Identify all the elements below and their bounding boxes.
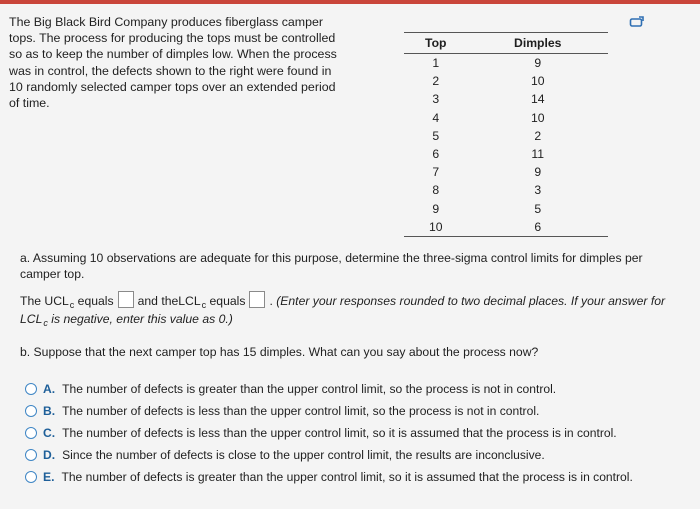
option-text: Since the number of defects is close to the upper control limit, the results are inconclusive.	[62, 448, 545, 462]
lcl-answer-input[interactable]	[249, 291, 265, 308]
cell-top: 7	[432, 165, 440, 180]
cell-dimples: 10	[530, 110, 545, 125]
table-row	[404, 163, 608, 181]
option-letter: A.	[43, 382, 56, 396]
cell-top: 9	[432, 201, 440, 216]
cell-top: 4	[432, 110, 440, 125]
option-a[interactable]	[25, 378, 685, 400]
option-letter: D.	[43, 448, 56, 462]
option-text: The number of defects is greater than the upper control limit, so it is assumed that the process is in control.	[61, 470, 633, 484]
header-dimples: Dimples	[468, 33, 609, 54]
question-b: b. Suppose that the next camper top has 15 dimples. What can you say about the process now?	[20, 345, 539, 359]
cell-dimples: 10	[530, 74, 545, 89]
radio-icon[interactable]	[25, 449, 37, 461]
cell-dimples: 11	[531, 147, 545, 162]
option-d[interactable]	[25, 444, 685, 466]
option-letter: E.	[43, 470, 55, 484]
cell-top: 10	[404, 218, 468, 237]
cell-top: 1	[432, 56, 440, 71]
radio-icon[interactable]	[25, 405, 37, 417]
hint-lcl-subscript: c	[43, 318, 48, 328]
cell-dimples: 9	[534, 56, 542, 71]
option-text: The number of defects is greater than the upper control limit, so the process is not in control.	[62, 382, 557, 396]
table-row	[404, 72, 608, 90]
cell-dimples: 14	[530, 92, 545, 107]
radio-icon[interactable]	[25, 427, 37, 439]
option-text: The number of defects is less than the upper control limit, so the process is not in control.	[62, 404, 540, 418]
cell-dimples: 9	[534, 165, 542, 180]
cell-top: 5	[432, 128, 440, 143]
table-header-row	[404, 33, 608, 54]
hint-lcl-label: LCL	[20, 312, 43, 326]
lcl-label: LCL	[178, 294, 201, 308]
table-row	[404, 127, 608, 145]
expand-icon[interactable]	[629, 16, 645, 30]
table-row	[404, 54, 608, 73]
table-row	[404, 181, 608, 199]
answer-options	[25, 378, 685, 488]
table-row	[404, 109, 608, 127]
table-row	[404, 218, 608, 237]
radio-icon[interactable]	[25, 471, 37, 483]
lcl-equals-text: equals	[206, 294, 246, 308]
ucl-equals-text: equals	[74, 294, 114, 308]
top-accent-bar	[0, 0, 700, 4]
lcl-subscript: c	[201, 300, 207, 310]
cell-dimples: 5	[534, 201, 542, 216]
hint-text-1: (Enter your responses rounded to two decimal places. If your answer for	[276, 294, 666, 308]
cell-dimples: 3	[534, 183, 542, 198]
dimples-data-table	[404, 32, 608, 237]
response-sentence: The $UCL_c$ equals and theLCL$_c$ equals . (Enter your responses rounded to two decimal places. If your answer for $LCL_c$ is negative, enter this value as 0.)	[20, 291, 670, 329]
table-row	[404, 145, 608, 163]
option-letter: B.	[43, 404, 56, 418]
problem-statement: The Big Black Bird Company produces fiberglass camper tops. The process for producing the tops must be controlled so as to keep the number of dimples low. When the process was in control, the defects shown to the right were found in 10 randomly selected camper tops over an extended period of time.	[9, 15, 337, 111]
option-text: The number of defects is less than the upper control limit, so it is assumed that the process is in control.	[62, 426, 617, 440]
table-row	[404, 200, 608, 218]
radio-icon[interactable]	[25, 383, 37, 395]
and-the-text: and the	[137, 294, 179, 308]
option-letter: C.	[43, 426, 56, 440]
cell-top: 8	[432, 183, 440, 198]
cell-dimples: 2	[534, 128, 542, 143]
cell-dimples: 6	[468, 218, 609, 237]
question-a: a. Assuming 10 observations are adequate for this purpose, determine the three-sigma control limits for dimples per camper top.	[20, 251, 643, 281]
ucl-subscript: c	[69, 300, 75, 310]
option-b[interactable]	[25, 400, 685, 422]
option-c[interactable]	[25, 422, 685, 444]
cell-top: 2	[432, 74, 440, 89]
option-e[interactable]	[25, 466, 685, 488]
ucl-label: The UCL	[20, 294, 69, 308]
ucl-answer-input[interactable]	[118, 291, 134, 308]
header-top: Top	[404, 33, 468, 54]
cell-top: 3	[432, 92, 440, 107]
table-row	[404, 90, 608, 108]
cell-top: 6	[432, 147, 440, 162]
hint-text-2: is negative, enter this value as 0.)	[51, 312, 233, 326]
